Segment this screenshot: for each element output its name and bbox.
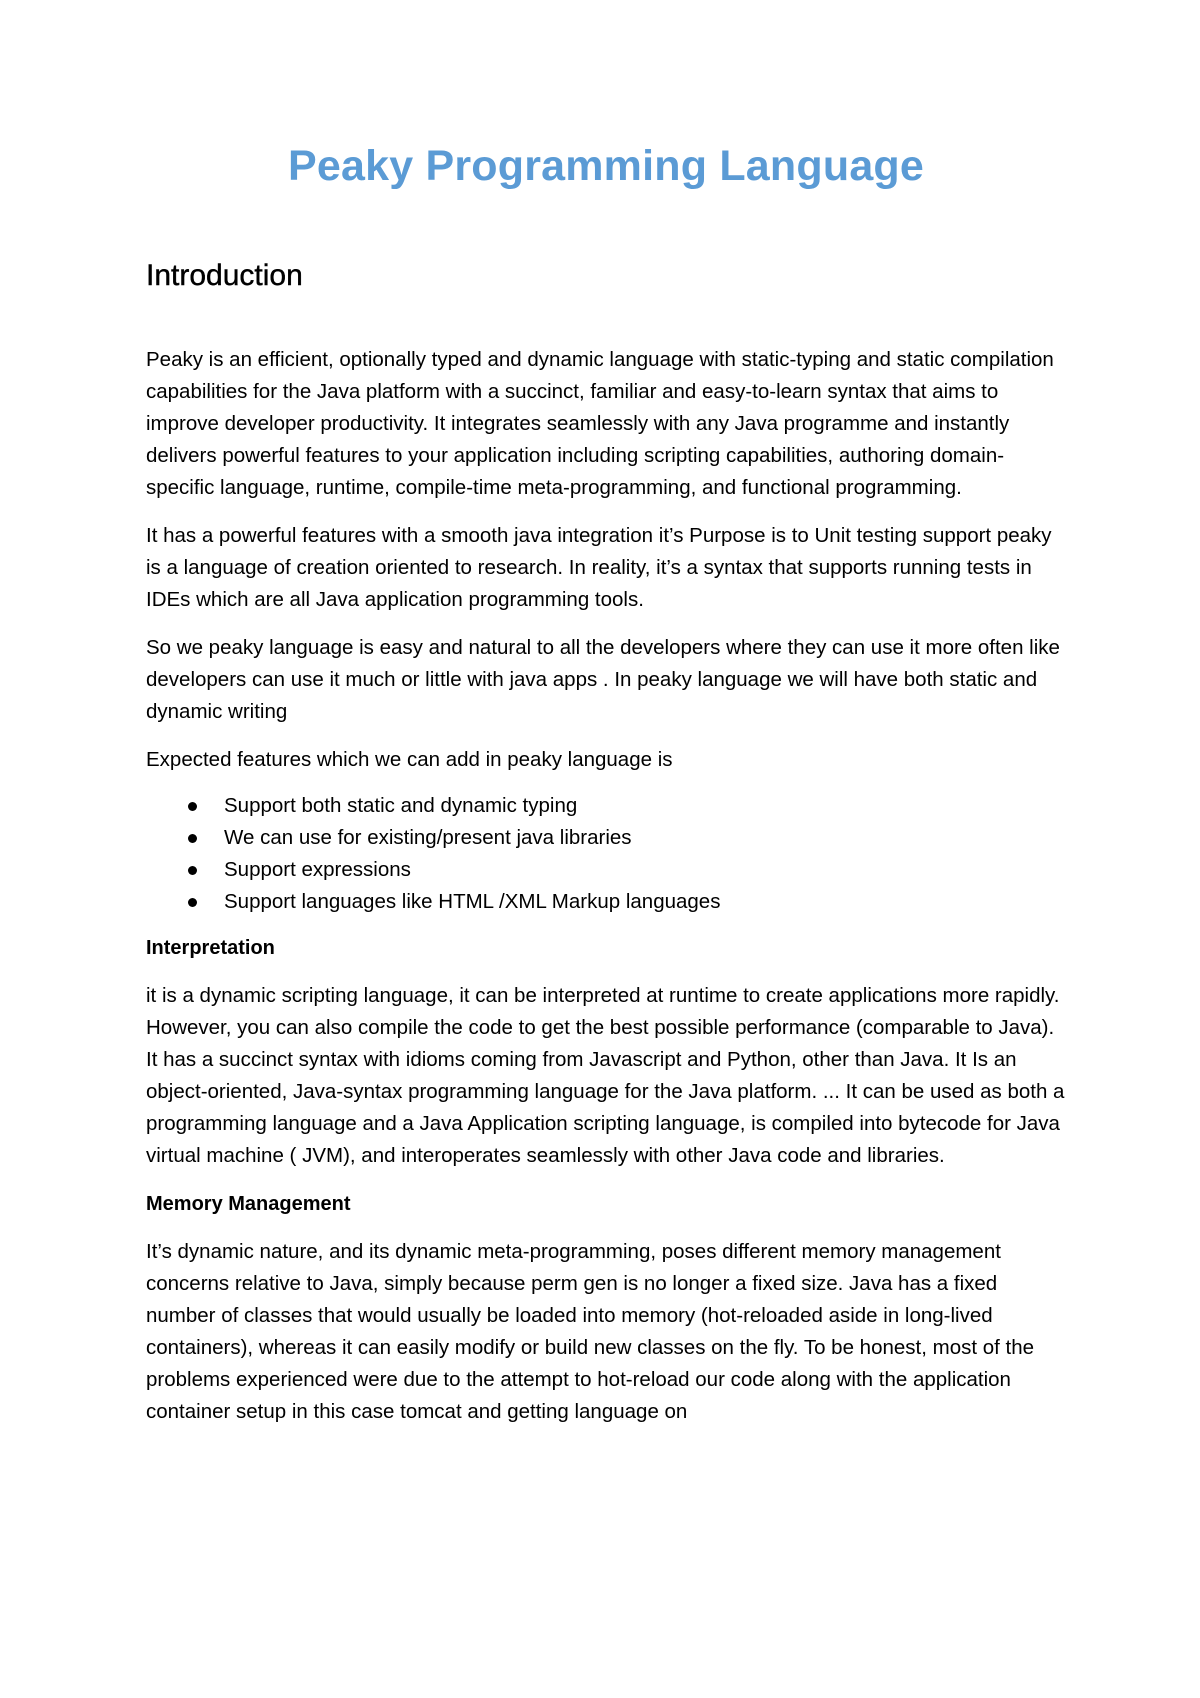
feature-text: We can use for existing/present java libraries [224,826,632,849]
interpretation-heading: Interpretation [146,937,275,959]
document-body [146,140,1066,1428]
bullet-icon [188,802,197,811]
bullet-icon [188,866,197,875]
bullet-icon [188,834,197,843]
feature-text: Support expressions [224,858,411,881]
memory-management-heading: Memory Management [146,1193,351,1215]
bullet-icon [188,898,197,907]
interpretation-paragraph: it is a dynamic scripting language, it can be interpreted at runtime to create applications more rapidly. However, you can also compile the code to get the best possible performance (comparable to Java). It has a succinct syntax with idioms coming from Javascript and Python, other than Java. It Is an object-oriented, Java-syntax programming language for the Java platform. ... It can be used as both a programming language and a Java Application scripting language, is compiled into bytecode for Java virtual machine ( JVM), and interoperates seamlessly with other Java code and libraries. [146,984,1065,1167]
list-item [146,854,1066,886]
intro-paragraph-1: Peaky is an efficient, optionally typed and dynamic language with static-typing and static compilation capabilities for the Java platform with a succinct, familiar and easy-to-learn syntax that aims to improve developer productivity. It integrates seamlessly with any Java programme and instantly delivers powerful features to your application including scripting capabilities, authoring domain-specific language, runtime, compile-time meta-programming, and functional programming. [146,348,1054,499]
features-intro: Expected features which we can add in peaky language is [146,748,673,771]
document-title: Peaky Programming Language [287,142,925,190]
intro-paragraph-2: It has a powerful features with a smooth java integration it’s Purpose is to Unit testing support peaky is a language of creation oriented to research. In reality, it’s a syntax that supports running tests in IDEs which are all Java application programming tools. [146,524,1052,611]
list-item [146,822,1066,854]
intro-paragraph-3: So we peaky language is easy and natural to all the developers where they can use it more often like developers can use it much or little with java apps . In peaky language we will have both static and dynamic writing [146,636,1060,723]
list-item [146,886,1066,918]
feature-text: Support languages like HTML /XML Markup languages [224,890,721,913]
list-item [146,790,1066,822]
feature-list [146,790,1066,918]
section-heading-introduction: Introduction [146,259,303,292]
feature-text: Support both static and dynamic typing [224,794,578,817]
memory-management-paragraph: It’s dynamic nature, and its dynamic meta-programming, poses different memory management concerns relative to Java, simply because perm gen is no longer a fixed size. Java has a fixed number of classes that would usually be loaded into memory (hot-reloaded aside in long-lived containers), whereas it can easily modify or build new classes on the fly. To be honest, most of the problems experienced were due to the attempt to hot-reload our code along with the application container setup in this case tomcat and getting language on [146,1240,1035,1423]
